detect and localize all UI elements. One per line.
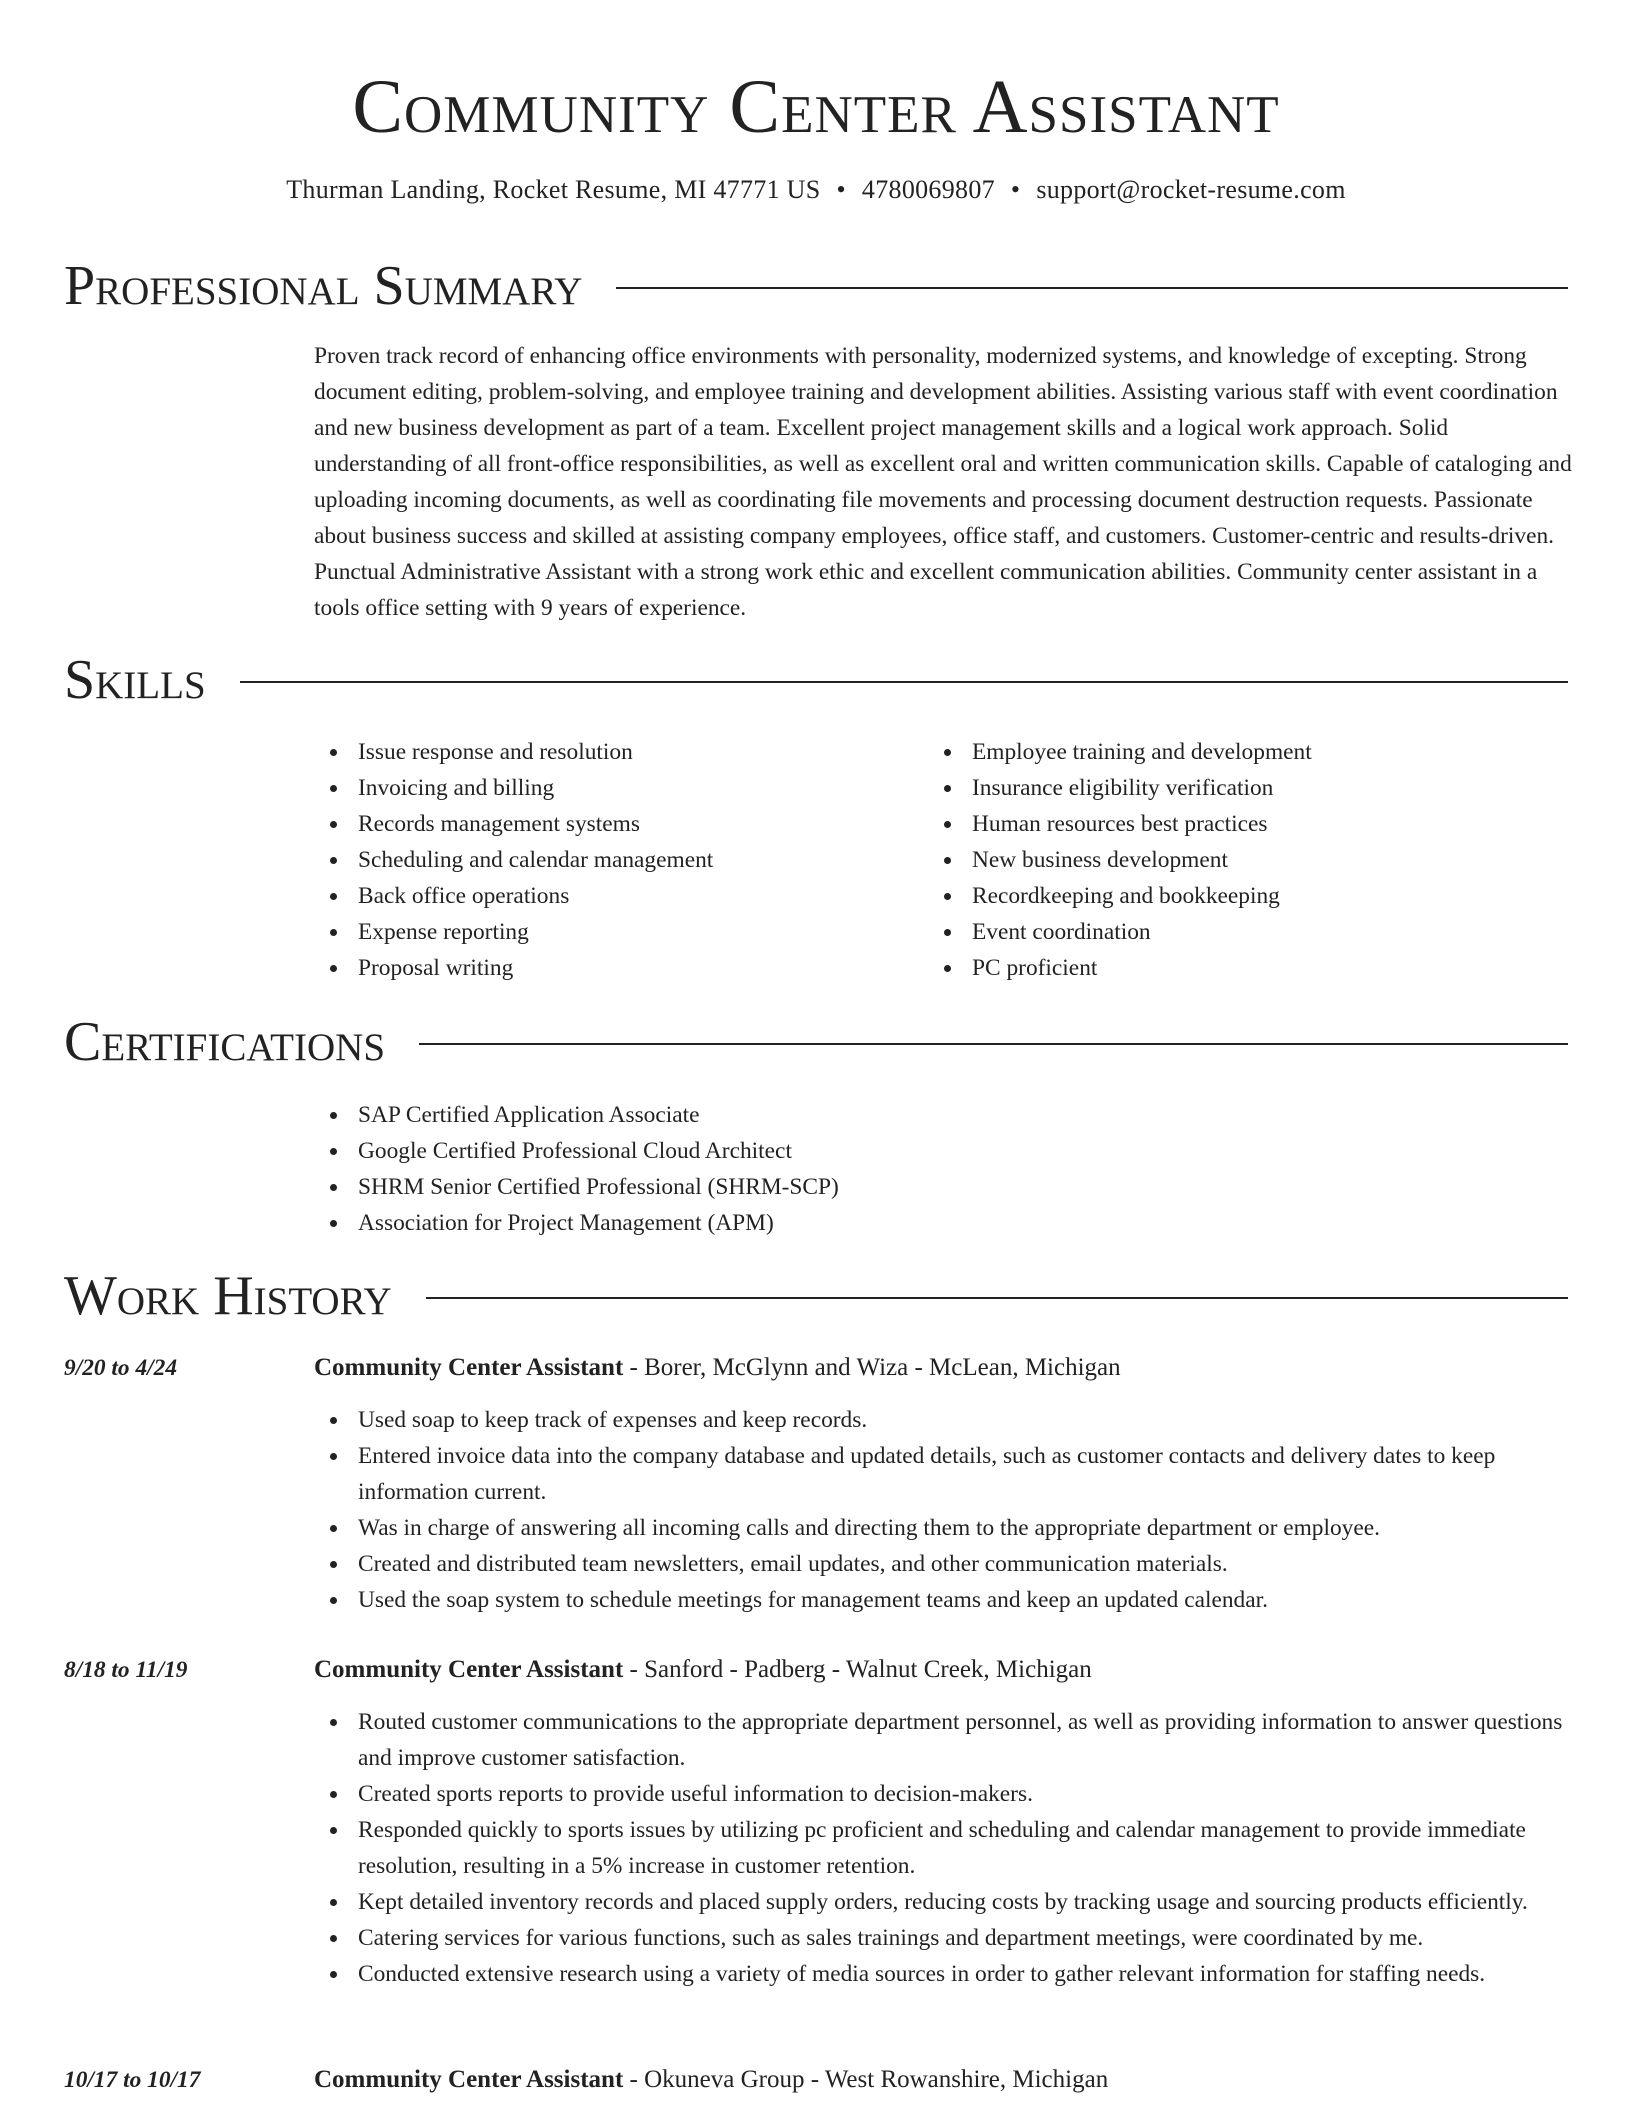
certification-item: SAP Certified Application Associate [314, 1097, 1214, 1133]
skill-item: Expense reporting [314, 914, 914, 950]
contact-address: Thurman Landing, Rocket Resume, MI 47771 US [286, 175, 821, 204]
job-duty: Catering services for various functions, such as sales trainings and department meetings, were coordinated by me. [314, 1920, 1568, 1956]
certifications-block [314, 1097, 1214, 1241]
section-divider [426, 1297, 1568, 1299]
skill-item: Employee training and development [928, 734, 1528, 770]
job-duty: Was in charge of answering all incoming calls and directing them to the appropriate department or employee. [314, 1510, 1568, 1546]
certifications-section-header [64, 1010, 1568, 1074]
skill-item: Recordkeeping and bookkeeping [928, 878, 1528, 914]
job-duty: Kept detailed inventory records and placed supply orders, reducing costs by tracking usage and sourcing products efficiently. [314, 1884, 1568, 1920]
job-duty: Routed customer communications to the appropriate department personnel, as well as providing information to answer questions and improve customer satisfaction. [314, 1704, 1568, 1776]
summary-text: Proven track record of enhancing office environments with personality, modernized systems, and knowledge of excepting. Strong document editing, problem-solving, and employee training and development abilities. Assisting various staff with event coordination and new business development as part of a team. Excellent project management skills and a logical work approach. Solid understanding of all front-office responsibilities, as well as excellent oral and written communication skills. Capable of cataloging and uploading incoming documents, as well as coordinating file movements and processing document destruction requests. Passionate about business success and skilled at assisting company employees, office staff, and customers. Customer-centric and results-driven. Punctual Administrative Assistant with a strong work ethic and excellent communication abilities. Community center assistant in a tools office setting with 9 years of experience. [314, 343, 1572, 621]
skill-item: Records management systems [314, 806, 914, 842]
section-divider [616, 287, 1568, 289]
job-duty: Entered invoice data into the company database and updated details, such as customer contacts and delivery dates to keep information current. [314, 1438, 1568, 1510]
job-duty: Created and distributed team newsletters, email updates, and other communication materials. [314, 1546, 1568, 1582]
skill-item: Human resources best practices [928, 806, 1528, 842]
job-employer-location: - Sanford - Padberg - Walnut Creek, Michigan [623, 1656, 1092, 1683]
work-history-heading: Work History [64, 1265, 392, 1327]
job-title-line [314, 1652, 1092, 1688]
job-employer-location: - Okuneva Group - West Rowanshire, Michigan [623, 2066, 1109, 2093]
job-duty: Conducted extensive research using a variety of media sources in order to gather relevant information for staffing needs. [314, 1956, 1568, 1992]
job-employer-location: - Borer, McGlynn and Wiza - McLean, Michigan [623, 1354, 1121, 1381]
certification-item: Google Certified Professional Cloud Architect [314, 1133, 1214, 1169]
contact-phone: 4780069807 [861, 175, 995, 204]
contact-email[interactable]: support@rocket-resume.com [1036, 175, 1346, 204]
summary-heading: Professional Summary [64, 255, 583, 317]
skill-item: Scheduling and calendar management [314, 842, 914, 878]
skills-column-right [928, 734, 1528, 986]
skill-item: Event coordination [928, 914, 1528, 950]
skill-item: Insurance eligibility verification [928, 770, 1528, 806]
job-duty: Used soap to keep track of expenses and keep records. [314, 1402, 1568, 1438]
resume-name: Community Center Assistant [352, 65, 1280, 149]
skill-item: New business development [928, 842, 1528, 878]
section-divider [419, 1043, 1568, 1045]
skill-item: Invoicing and billing [314, 770, 914, 806]
skills-list-left [314, 734, 914, 986]
job-duties-list [314, 1704, 1568, 1992]
contact-separator: • [1010, 175, 1021, 204]
job-title: Community Center Assistant [314, 2066, 624, 2093]
job-title: Community Center Assistant [314, 1354, 624, 1381]
certification-item: SHRM Senior Certified Professional (SHRM-SCP) [314, 1169, 1214, 1205]
skill-item: Issue response and resolution [314, 734, 914, 770]
job-dates: 9/20 to 4/24 [64, 1355, 178, 1381]
skills-column-left [314, 734, 914, 986]
summary-section-header [64, 254, 1568, 318]
certification-item: Association for Project Management (APM) [314, 1205, 1214, 1241]
skills-section-header [64, 648, 1568, 712]
work-history-section-header [64, 1264, 1568, 1328]
skills-heading: Skills [64, 649, 206, 711]
skill-item: PC proficient [928, 950, 1528, 986]
contact-separator: • [836, 175, 846, 204]
job-dates: 8/18 to 11/19 [64, 1657, 188, 1683]
job-duty: Created sports reports to provide useful information to decision-makers. [314, 1776, 1568, 1812]
contact-line [0, 172, 1632, 208]
job-title-line [314, 1350, 1121, 1386]
skill-item: Back office operations [314, 878, 914, 914]
job-dates: 10/17 to 10/17 [64, 2067, 201, 2093]
job-duties-list [314, 1402, 1568, 1618]
skills-list-right [928, 734, 1528, 986]
certifications-list [314, 1097, 1214, 1241]
skill-item: Proposal writing [314, 950, 914, 986]
certifications-heading: Certifications [64, 1011, 386, 1073]
job-title: Community Center Assistant [314, 1656, 624, 1683]
job-title-line [314, 2062, 1108, 2098]
job-duty: Used the soap system to schedule meetings for management teams and keep an updated calendar. [314, 1582, 1568, 1618]
section-divider [240, 681, 1568, 683]
job-duty: Responded quickly to sports issues by utilizing pc proficient and scheduling and calendar management to provide immediate resolution, resulting in a 5% increase in customer retention. [314, 1812, 1568, 1884]
